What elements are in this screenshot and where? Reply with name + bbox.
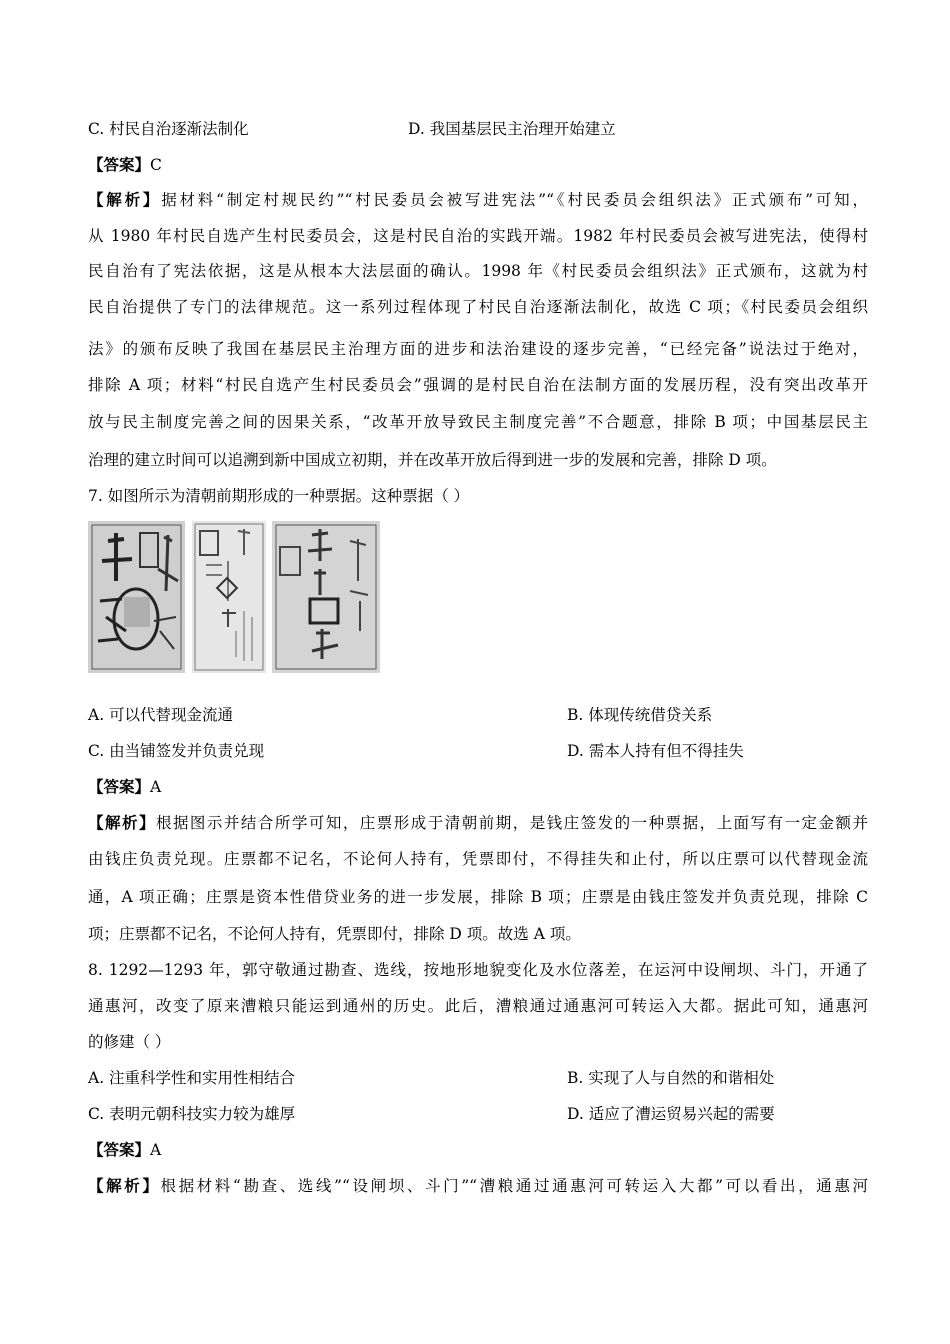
q8-option-d: D. 适应了漕运贸易兴起的需要 xyxy=(567,1105,775,1123)
analysis-tag: 【解析】 xyxy=(88,190,162,209)
q8-analysis-line: 【解析】根据材料“勘查、选线”“设闸坝、斗门”“漕粮通过通惠河可转运入大都”可以看出，通惠河 xyxy=(88,1176,868,1195)
q7-analysis-line: 【解析】根据图示并结合所学可知，庄票形成于清朝前期，是钱庄签发的一种票据，上面写有一定金额并 xyxy=(88,813,868,832)
q8-stem-line: 的修建（ ） xyxy=(88,1033,171,1051)
answer-tag: 【答案】 xyxy=(88,777,151,796)
q6-answer xyxy=(88,155,868,175)
q6-analysis-line: 放与民主制度完善之间的因果关系，“改革开放导致民主制度完善”不合题意，排除 B 项；中国基层民主 xyxy=(88,413,868,431)
answer-value: A xyxy=(150,778,162,796)
banknote-image-3 xyxy=(272,521,380,673)
q6-analysis-line: 民自治提供了专门的法律规范。这一系列过程体现了村民自治逐渐法制化，故选 C 项；《村民委员会组织 xyxy=(88,298,868,316)
q8-option-a: A. 注重科学性和实用性相结合 xyxy=(88,1069,296,1087)
q8-stem-line: 8. 1292—1293 年，郭守敬通过勘查、选线，按地形地貌变化及水位落差，在运河中设闸坝、斗门，开通了 xyxy=(88,961,868,979)
q6-analysis-line: 排除 A 项；材料“村民自选产生村民委员会”强调的是村民自治在法制方面的发展历程，没有突出改革开 xyxy=(88,376,868,394)
q6-analysis-line: 【解析】据材料“制定村规民约”“村民委员会被写进宪法”“《村民委员会组织法》正式颁布”可知， xyxy=(88,190,868,209)
banknote-image-1 xyxy=(88,521,185,673)
q7-option-c: C. 由当铺签发并负责兑现 xyxy=(88,742,265,760)
q7-stem: 7. 如图所示为清朝前期形成的一种票据。这种票据（ ） xyxy=(88,487,470,505)
q6-analysis-line: 法》的颁布反映了我国在基层民主治理方面的进步和法治建设的逐步完善，“已经完备”说法过于绝对， xyxy=(88,340,868,358)
analysis-tag: 【解析】 xyxy=(88,1176,161,1195)
q8-stem-line: 通惠河，改变了原来漕粮只能运到通州的历史。此后，漕粮通过通惠河可转运入大都。据此可知，通惠河 xyxy=(88,997,868,1015)
answer-tag: 【答案】 xyxy=(88,1140,151,1159)
answer-value: A xyxy=(150,1141,162,1159)
q7-analysis-line: 由钱庄负责兑现。庄票都不记名，不论何人持有，凭票即付，不得挂失和止付，所以庄票可以代替现金流 xyxy=(88,850,868,868)
q7-option-a: A. 可以代替现金流通 xyxy=(88,706,234,724)
q7-analysis-line: 项；庄票都不记名，不论何人持有，凭票即付，排除 D 项。故选 A 项。 xyxy=(88,925,581,943)
answer-tag: 【答案】 xyxy=(88,155,151,174)
q7-option-d: D. 需本人持有但不得挂失 xyxy=(567,742,744,760)
q7-option-b: B. 体现传统借贷关系 xyxy=(567,706,713,724)
q6-option-d: D. 我国基层民主治理开始建立 xyxy=(408,120,616,138)
q8-answer xyxy=(88,1140,868,1160)
banknote-image-2 xyxy=(192,521,266,673)
analysis-tag: 【解析】 xyxy=(88,813,156,832)
answer-value: C xyxy=(150,156,162,174)
q6-analysis-line: 民自治有了宪法依据，这是从根本大法层面的确认。1998 年《村民委员会组织法》正式颁布，这就为村 xyxy=(88,262,868,280)
q6-option-c: C. 村民自治逐渐法制化 xyxy=(88,120,249,138)
q8-option-c: C. 表明元朝科技实力较为雄厚 xyxy=(88,1105,296,1123)
q6-analysis-line: 从 1980 年村民自选产生村民委员会，这是村民自治的实践开端。1982 年村民委员会被写进宪法，使得村 xyxy=(88,227,868,245)
q7-answer xyxy=(88,777,868,797)
q7-analysis-line: 通，A 项正确；庄票是资本性借贷业务的进一步发展，排除 B 项；庄票是由钱庄签发并负责兑现，排除 C xyxy=(88,888,868,906)
q6-analysis-line: 治理的建立时间可以追溯到新中国成立初期，并在改革开放后得到进一步的发展和完善，排除 D 项。 xyxy=(88,451,777,469)
q8-option-b: B. 实现了人与自然的和谐相处 xyxy=(567,1069,775,1087)
